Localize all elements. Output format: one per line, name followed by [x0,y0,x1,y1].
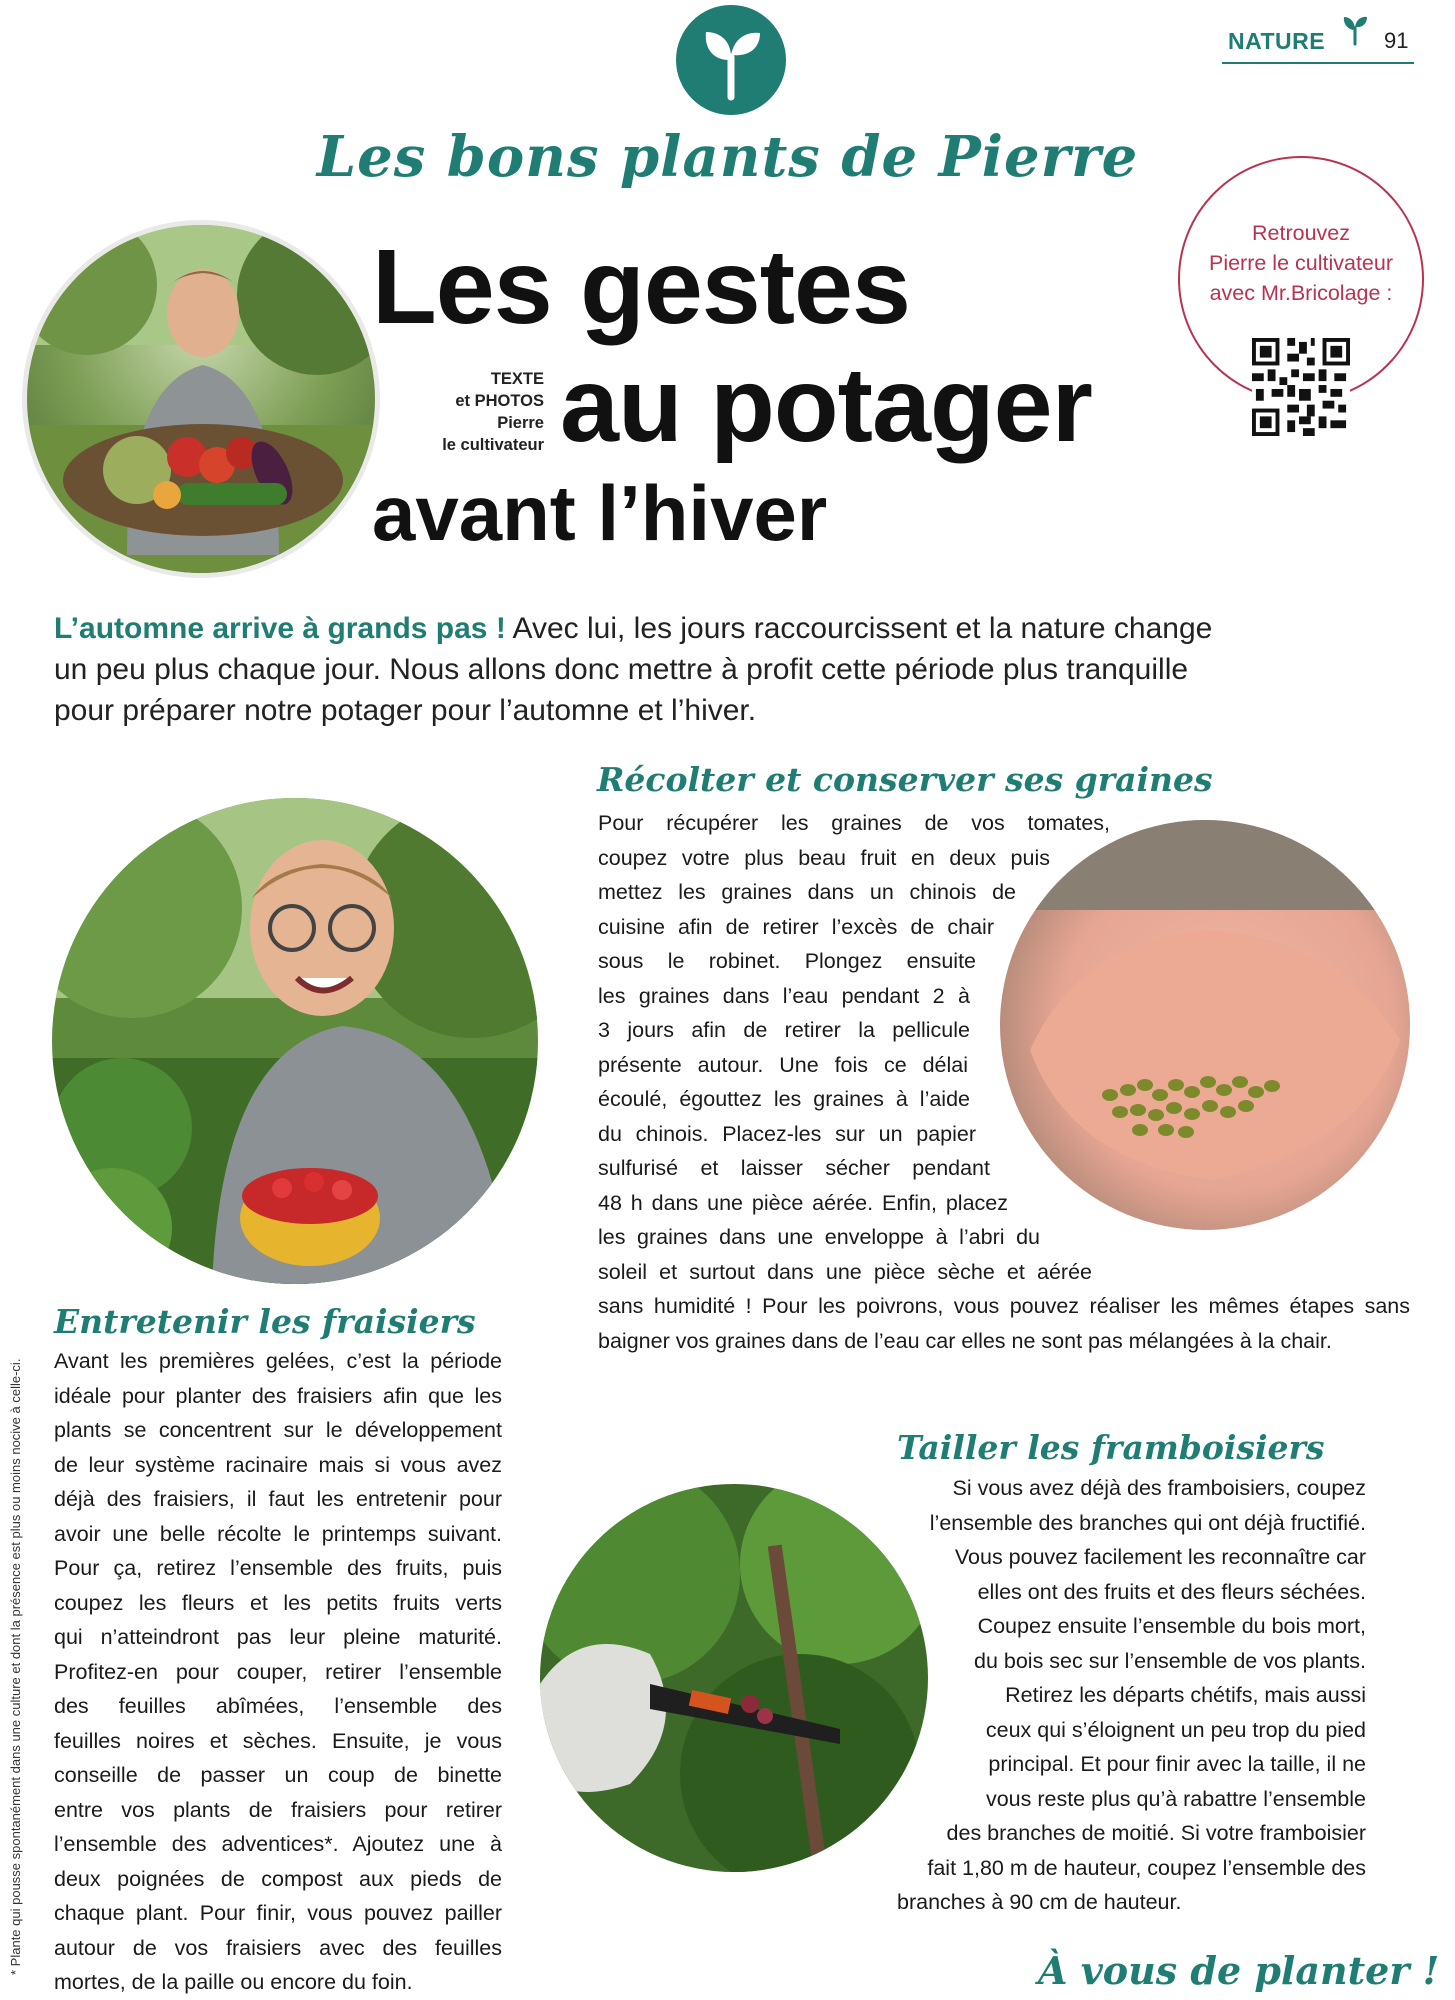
section-title-framboisiers: Tailler les framboisiers [897,1428,1325,1467]
sprout-icon [676,5,786,115]
section-body-framboisiers: Si vous avez déjà des framboisiers, coupez l’ensemble des branches qui ont déjà fructifié. Vous pouvez facilement les reconnaître car elles ont des fruits et des fleurs séchées. Coupez ensuite l’ensemble du bois mort, du bois sec sur l’ensemble de vos plants. Retirez les départs chétifs, mais aussi ceux qui s’éloignent un peu trop du pied principal. Et pour finir avec la taille, il ne vous reste plus qu’à rabattre l’ensemble des branches de moitié. Si votre framboisier fait 1,80 m de hauteur, coupez l’ensemble des branches à 90 cm de hauteur. [897,1476,1366,1914]
series-title: Les bons plants de Pierre [316,124,1139,190]
headline-line-2: au potager [560,346,1092,464]
credits: TEXTE et PHOTOS Pierre le cultivateur [442,370,544,454]
sprout-small-icon [1340,12,1370,46]
headline-line-1: Les gestes [372,228,910,346]
section-label: NATURE [1228,28,1326,54]
promo-text: Retrouvez Pierre le cultivateur avec Mr.Bricolage : [1208,221,1394,305]
intro-paragraph: L’automne arrive à grands pas ! Avec lui, les jours raccourcissent et la nature change un peu plus chaque jour. Nous allons donc mettre à profit cette période plus tranquille pour préparer notre potager pour l’automne et l’hiver. [54,612,1213,727]
qr-code[interactable] [1252,338,1350,436]
section-body-graines: Pour récupérer les graines de vos tomates, coupez votre plus beau fruit en deux puis mettez les graines dans un chinois de cuisine afin de retirer l’excès de chair sous le robinet. Plongez ensuite les graines dans l’eau pendant 2 à 3 jours afin de retirer la pellicule présente autour. Une fois ce délai écoulé, égouttez les graines à l’aide du chinois. Placez-les sur un papier sulfurisé et laisser sécher pendant 48 h dans une pièce aérée. Enfin, placez les graines dans une enveloppe à l’abri du soleil et surtout dans une pièce sèche et aérée sans humidité ! Pour les poivrons, vous pouvez réaliser les mêmes étapes sans baigner vos graines dans de l’eau car elles ne sont pas mélangées à la chair. [598,811,1410,1353]
leaf-logo [676,5,786,115]
section-header [1222,22,1414,64]
portrait-pierre-basket [22,220,380,578]
section-title-fraisiers: Entretenir les fraisiers [54,1302,476,1341]
promo-circle [1178,156,1424,402]
closing-line: À vous de planter ! [1038,1948,1440,1993]
footnote: * Plante qui pousse spontanément dans une culture et dont la présence est plus ou moins nocive à celle-ci. [8,1358,23,1975]
page-number: 91 [1384,28,1409,53]
intro-lead: L’automne arrive à grands pas ! [54,612,506,645]
section-body-fraisiers: Avant les premières gelées, c’est la période idéale pour planter des fraisiers afin que les plants se concentrent sur le développement de leur système racinaire mais si vous avez déjà des fraisiers, il faut les entretenir pour avoir une belle récolte le printemps suivant. Pour ça, retirez l’ensemble des fruits, puis coupez les fleurs et les petits fruits verts qui n’atteindront pas leur pleine maturité. Profitez-en pour couper, retirer l’ensemble des feuilles abîmées, l’ensemble des feuilles noires et sèches. Ensuite, je vous conseille de passer un coup de binette entre vos plants de fraisiers pour retirer l’ensemble des adventices*. Ajoutez une à deux poignées de compost aux pieds de chaque plant. Pour finir, vous pouvez pailler autour de vos fraisiers avec des feuilles mortes, de la paille ou encore du foin. [54,1349,502,1994]
section-title-graines: Récolter et conserver ses graines [597,760,1213,799]
headline-line-3: avant l’hiver [372,469,828,557]
portrait-pierre-strawberries [52,798,538,1284]
